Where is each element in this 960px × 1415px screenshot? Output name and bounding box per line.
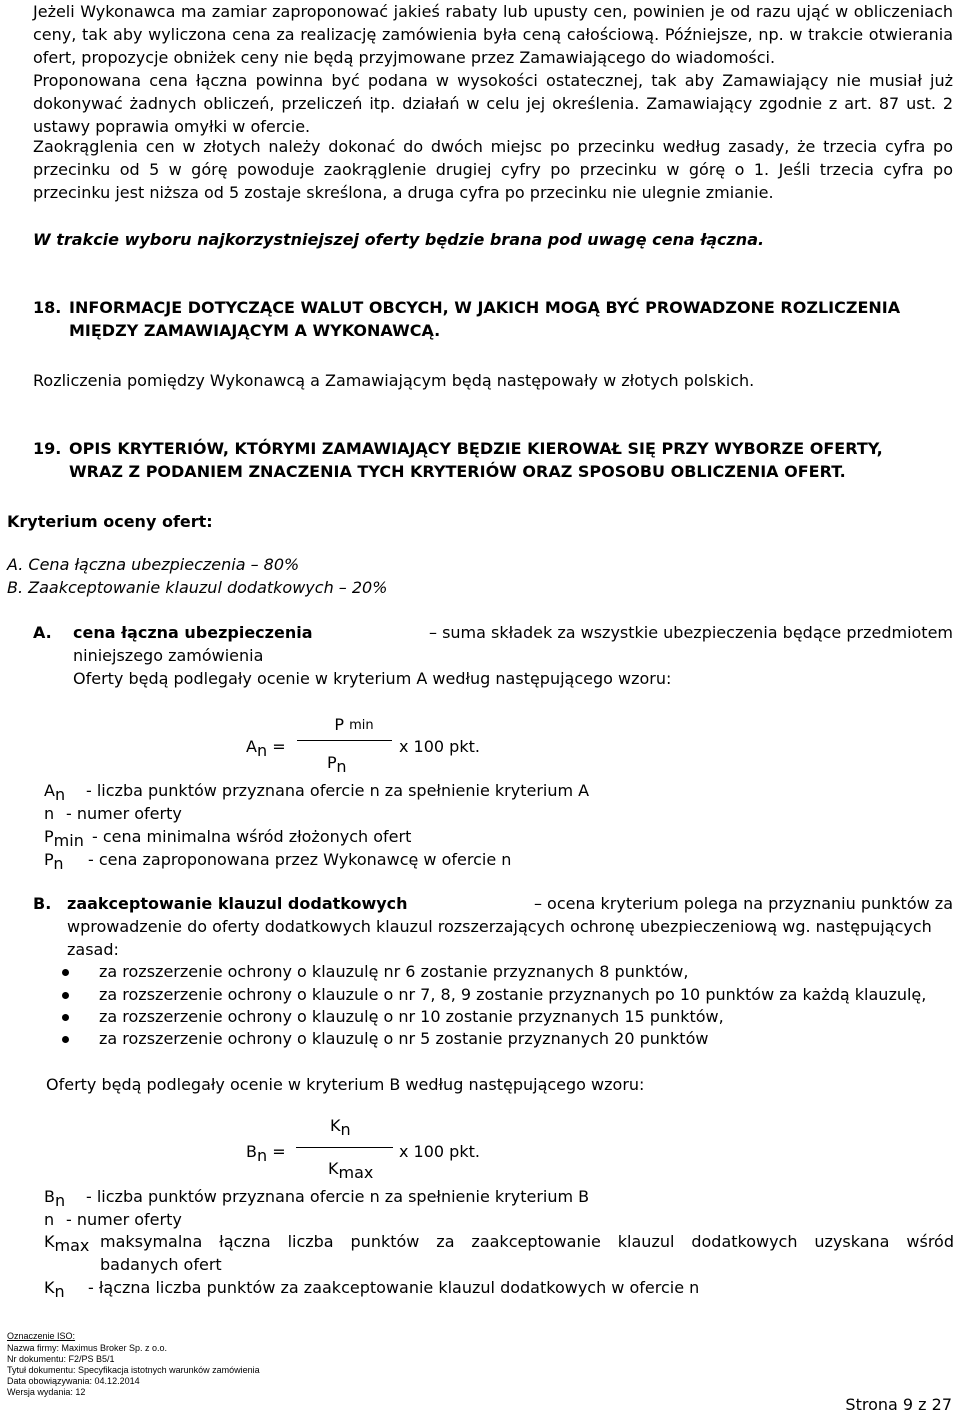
legend-b-text-2: - numer oferty [66, 1210, 182, 1229]
bullet-dot [62, 992, 69, 999]
bullet-text-3: za rozszerzenie ochrony o klauzulę o nr 10 zostanie przyznanych 15 punktów, [99, 1007, 724, 1026]
legend-a-row-3 [44, 825, 412, 850]
legend-a-sub-3: min [53, 831, 84, 850]
legend-a-sub-4: n [53, 854, 64, 873]
legend-a-text-2: - numer oferty [66, 804, 182, 823]
footer-iso-label: Oznaczenie ISO: [7, 1331, 76, 1341]
formula-b-num-symbol: K [330, 1116, 341, 1135]
section-18-body: Rozliczenia pomiędzy Wykonawcą a Zamawiającym będą następowały w złotych polskich. [33, 371, 755, 390]
legend-a-sym-1: A [44, 781, 55, 800]
formula-a-num-sub: min [349, 718, 374, 733]
formula-b-lhs [246, 1140, 286, 1163]
footer-version: Wersja wydania: 12 [7, 1387, 86, 1397]
legend-a-sym-4: P [44, 850, 54, 869]
legend-b-text-4: - łączna liczba punktów za zaakceptowanie klauzul dodatkowych w ofercie n [88, 1278, 700, 1297]
criterion-b-description [33, 892, 953, 915]
legend-b-sub-4: n [54, 1282, 65, 1301]
bullet-dot [62, 1014, 69, 1021]
footer-doc-number: Nr dokumentu: F2/PS B5/1 [7, 1354, 115, 1364]
section-18-title-line1: INFORMACJE DOTYCZĄCE WALUT OBCYCH, W JAKICH MOGĄ BYĆ PROWADZONE ROZLICZENIA [69, 298, 901, 317]
legend-a-text-1: - liczba punktów przyznana ofercie n za spełnienie kryterium A [86, 781, 590, 800]
legend-a-row-1 [44, 779, 590, 804]
formula-b-numerator [330, 1114, 351, 1137]
footer-company: Nazwa firmy: Maximus Broker Sp. z o.o. [7, 1343, 168, 1353]
legend-b-row-2 [44, 1208, 182, 1231]
bullet-text-1: za rozszerzenie ochrony o klauzulę nr 6 zostanie przyznanych 8 punktów, [99, 962, 689, 981]
criterion-a-intro: Oferty będą podlegały ocenie w kryterium A według następującego wzoru: [73, 669, 672, 688]
criterion-a-desc-line1: – suma składek za wszystkie ubezpieczenia będące przedmiotem [428, 623, 953, 642]
legend-a-sym-2: n [44, 804, 55, 823]
section-19-title-line1: OPIS KRYTERIÓW, KTÓRYMI ZAMAWIAJĄCY BĘDZIE KIEROWAŁ SIĘ PRZY WYBORZE OFERTY, [69, 439, 883, 458]
formula-a-lhs-sub: n [256, 741, 268, 760]
formula-b-lhs-symbol: B [246, 1142, 257, 1161]
paragraph-rounding: Zaokrąglenia cen w złotych należy dokonać do dwóch miejsc po przecinku według zasady, że trzecia cyfra po przecinku od 5 w górę powoduje zaokrąglenie drugiej cyfry po przecinku w górę o 1. Jeśli trzecia cyfra po przecinku jest niższa od 5 zostaje skreślona, a druga cyfra po przecinku nie ulegnie zmianie. [33, 137, 953, 202]
legend-b-text-3: maksymalna łączna liczba punktów za zaakceptowanie klauzul dodatkowych uzyskana wśród [100, 1232, 954, 1251]
page-number: Strona 9 z 27 [845, 1395, 952, 1414]
section-19-number: 19. [33, 439, 62, 458]
criterion-list-a: A. Cena łączna ubezpieczenia – 80% [7, 555, 300, 574]
section-18-title-line2: MIĘDZY ZAMAWIAJĄCYM A WYKONAWCĄ. [69, 321, 441, 340]
footer-valid-date: Data obowiązywania: 04.12.2014 [7, 1376, 140, 1386]
legend-b-row-1 [44, 1185, 590, 1210]
formula-b-num-sub: n [340, 1120, 351, 1139]
formula-b-lhs-sub: n [256, 1146, 268, 1165]
formula-b-multiplier: x 100 pkt. [399, 1142, 480, 1161]
bullet-dot [62, 1036, 69, 1043]
formula-b-fraction-line [296, 1147, 393, 1148]
criterion-b-name: zaakceptowanie klauzul dodatkowych [67, 894, 408, 913]
formula-a-den-symbol: P [327, 753, 337, 772]
criterion-list-b: B. Zaakceptowanie klauzul dodatkowych – 20% [7, 578, 388, 597]
paragraph-final-price: Proponowana cena łączna powinna być podana w wysokości ostatecznej, tak aby Zamawiający nie musiał już dokonywać żadnych obliczeń, przeliczeń itp. działań w celu jej określenia. Zamawiający zgodnie z art. 87 ust. 2 ustawy poprawia omyłki w ofercie. [33, 71, 953, 136]
formula-a-lhs [246, 735, 286, 758]
formula-b-den-sub: max [338, 1163, 374, 1182]
bullet-text-2: za rozszerzenie ochrony o klauzule o nr 7, 8, 9 zostanie przyznanych po 10 punktów za każdą klauzulę, [99, 985, 927, 1004]
formula-a-num-symbol: P [334, 715, 345, 734]
formula-a-multiplier: x 100 pkt. [399, 737, 480, 756]
section-19-title-line2: WRAZ Z PODANIEM ZNACZENIA TYCH KRYTERIÓW ORAZ SPOSOBU OBLICZENIA OFERT. [69, 462, 846, 481]
emphasis-total-price: W trakcie wyboru najkorzystniejszej oferty będzie brana pod uwagę cena łączna. [33, 230, 765, 249]
criterion-b-intro: Oferty będą podlegały ocenie w kryterium B według następującego wzoru: [46, 1075, 645, 1094]
legend-b-sym-4: K [44, 1278, 55, 1297]
formula-a-fraction-line [297, 740, 392, 741]
criterion-b-letter: B. [33, 894, 52, 913]
section-18-heading [33, 296, 938, 342]
legend-b-sym-2: n [44, 1210, 55, 1229]
section-18-number: 18. [33, 298, 62, 317]
formula-b-den-symbol: K [328, 1159, 339, 1178]
formula-a-numerator [314, 713, 394, 738]
formula-b-eq: = [272, 1142, 286, 1161]
formula-a-denominator [327, 751, 347, 774]
legend-a-sym-3: P [44, 827, 54, 846]
criterion-b-desc-line3: zasad: [67, 940, 119, 959]
legend-a-sub-1: n [54, 785, 66, 804]
criterion-a-desc-line2: niniejszego zamówienia [73, 646, 264, 665]
criterion-b-desc-line2: wprowadzenie do oferty dodatkowych klauzul rozszerzających ochronę ubezpieczeniową wg. następujących [67, 917, 932, 936]
legend-b-sub-1: n [54, 1191, 66, 1210]
legend-b-sub-3: max [54, 1236, 90, 1255]
criterion-b-line1 [67, 892, 953, 915]
criterion-a-name: cena łączna ubezpieczenia [73, 623, 313, 642]
legend-a-row-4 [44, 848, 512, 873]
formula-b-denominator [328, 1157, 373, 1180]
legend-b-row-4 [44, 1276, 700, 1301]
formula-a-den-sub: n [336, 757, 347, 776]
formula-a-eq: = [272, 737, 286, 756]
legend-a-text-3: - cena minimalna wśród złożonych ofert [92, 827, 412, 846]
bullet-dot [62, 969, 69, 976]
section-19-heading [33, 437, 938, 483]
formula-a-lhs-symbol: A [246, 737, 257, 756]
bullet-text-4: za rozszerzenie ochrony o klauzulę o nr 5 zostanie przyznanych 20 punktów [99, 1029, 709, 1048]
legend-a-row-2 [44, 802, 182, 825]
criterion-a-line1 [73, 621, 953, 644]
legend-a-text-4: - cena zaproponowana przez Wykonawcę w ofercie n [88, 850, 512, 869]
criteria-heading: Kryterium oceny ofert: [7, 512, 213, 531]
legend-b-row-3-line2: badanych ofert [100, 1255, 222, 1274]
criterion-a-letter: A. [33, 623, 52, 642]
footer-doc-title: Tytuł dokumentu: Specyfikacja istotnych warunków zamówienia [7, 1365, 260, 1375]
criterion-a-description [33, 621, 953, 644]
legend-b-row-3 [44, 1230, 954, 1253]
paragraph-discounts: Jeżeli Wykonawca ma zamiar zaproponować jakieś rabaty lub upusty cen, powinien je od razu ująć w obliczeniach ceny, tak aby wyliczona cena za realizację zamówienia była ceną całościową. Późniejsze, np. w trakcie otwierania ofert, propozycje obniżek ceny nie będą przyjmowane przez Zamawiającego do wiadomości. [33, 2, 953, 67]
legend-b-sym-3: K [44, 1232, 55, 1251]
legend-b-text-1: - liczba punktów przyznana ofercie n za spełnienie kryterium B [86, 1187, 590, 1206]
legend-b-sym-1: B [44, 1187, 55, 1206]
criterion-b-desc-line1: – ocena kryterium polega na przyznaniu punktów za [533, 894, 953, 913]
